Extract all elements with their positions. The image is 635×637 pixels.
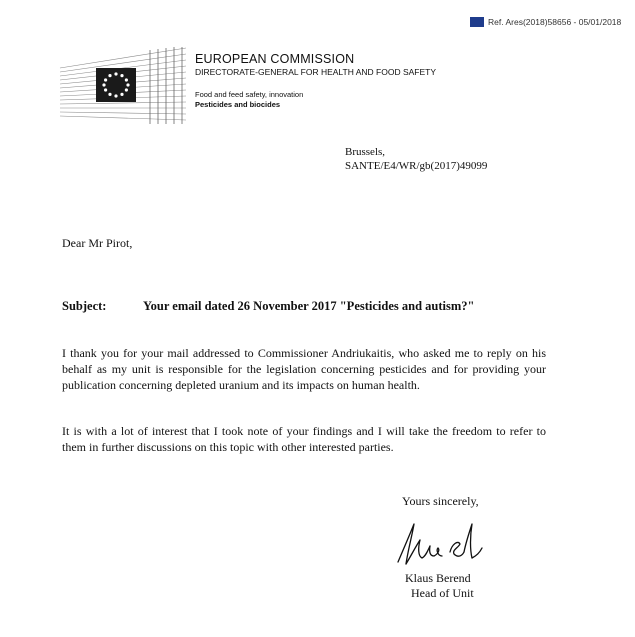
subject-label: Subject: (62, 299, 107, 313)
ares-reference: Ref. Ares(2018)58656 - 05/01/2018 (488, 17, 622, 27)
eu-flag-icon (470, 17, 484, 27)
body-paragraph: It is with a lot of interest that I took note of your findings and I will take the freedom to refer to them in further discussions on this topic with other interested parties. (62, 424, 546, 454)
signer-name: Klaus Berend (405, 571, 471, 585)
unit-name: Pesticides and biocides (195, 100, 281, 109)
handwritten-signature (392, 518, 492, 570)
subject-text: Your email dated 26 November 2017 "Pesticides and autism?" (143, 299, 475, 313)
letter-reference: SANTE/E4/WR/gb(2017)49099 (345, 160, 488, 172)
directorate-name: Food and feed safety, innovation (195, 90, 304, 99)
body-paragraph: I thank you for your mail addressed to Commissioner Andriukaitis, who asked me to reply on his behalf as my unit is responsible for the legislation concerning pesticides and for providing your publication concerning depleted uranium and its impacts on human health. (62, 346, 546, 392)
organisation-name: EUROPEAN COMMISSION (195, 52, 355, 66)
directorate-general-name: DIRECTORATE-GENERAL FOR HEALTH AND FOOD SAFETY (195, 67, 437, 77)
letter-place: Brussels, (345, 146, 386, 158)
eu-flag-building-logo (58, 46, 188, 126)
signer-title: Head of Unit (411, 586, 474, 600)
closing: Yours sincerely, (402, 494, 479, 508)
salutation: Dear Mr Pirot, (62, 236, 133, 250)
